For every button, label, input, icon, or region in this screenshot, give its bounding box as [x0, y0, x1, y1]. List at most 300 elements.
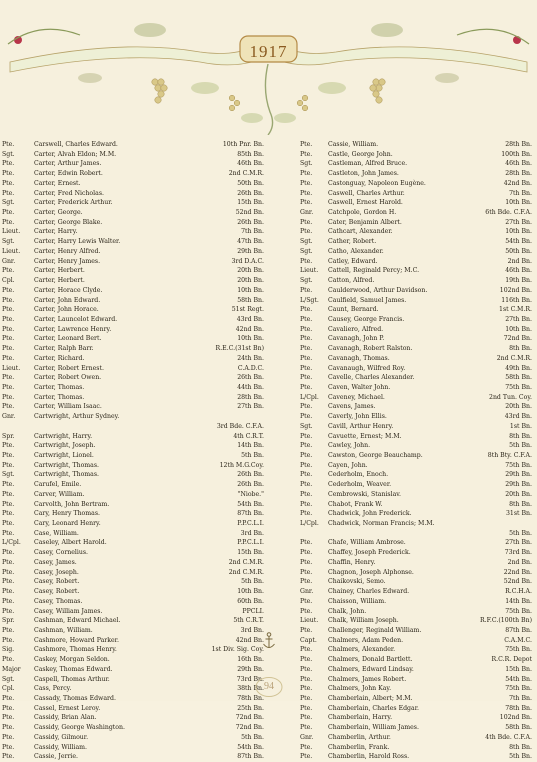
unit: 85th Bn. — [237, 150, 264, 158]
rank: Pte. — [300, 374, 313, 382]
roll-entry — [2, 461, 270, 471]
rank: Pte. — [300, 150, 313, 158]
roll-entry — [2, 393, 270, 403]
roll-entry — [2, 733, 270, 743]
roll-entry — [2, 675, 270, 685]
soldier-name: Catho, Alexander. — [328, 247, 384, 255]
rank: Lieut. — [300, 267, 319, 275]
rank: L/Sgt. — [300, 296, 319, 304]
page-number-emblem — [254, 676, 284, 698]
soldier-name: Carter, Henry Alfred. — [34, 247, 101, 255]
soldier-name: Casey, Robert. — [34, 578, 80, 586]
roll-entry — [300, 587, 536, 597]
roll-entry — [300, 373, 536, 383]
rank: Gnr. — [2, 413, 16, 421]
rank: Pte. — [300, 189, 313, 197]
rank: Pte. — [300, 199, 313, 207]
roll-entry — [2, 655, 270, 665]
unit: 100th Bn. — [501, 150, 532, 158]
rank: Pte. — [2, 743, 15, 751]
roll-entry — [300, 548, 536, 558]
soldier-name: Carter, Launcelot Edward. — [34, 315, 118, 323]
unit: 5th Bn. — [509, 442, 532, 450]
unit: 102nd Bn. — [499, 714, 532, 722]
soldier-name: Carter, Robert Ernest. — [34, 364, 104, 372]
rank: Pte. — [300, 170, 313, 178]
roll-entry — [2, 626, 270, 636]
roll-entry — [2, 266, 270, 276]
rank: Pte. — [300, 510, 313, 518]
rank: Pte. — [300, 179, 313, 187]
unit: 7th Bn. — [509, 189, 532, 197]
roll-entry — [2, 587, 270, 597]
soldier-name: Cassie, Jerrie. — [34, 753, 79, 761]
soldier-name: Cavanagh, Thomas. — [328, 354, 390, 362]
roll-entry — [2, 548, 270, 558]
rank: Pte. — [300, 549, 313, 557]
unit: 26th Bn. — [237, 481, 264, 489]
unit: 1st C.M.R. — [499, 306, 532, 314]
soldier-name: Chainey, Charles Edward. — [328, 588, 410, 596]
rank: Pte. — [2, 481, 15, 489]
soldier-name: Carter, Ralph Barr. — [34, 345, 94, 353]
unit: 42nd Bn. — [503, 179, 532, 187]
rank: Pte. — [2, 403, 15, 411]
unit: 26th Bn. — [237, 218, 264, 226]
rank: Pte. — [300, 558, 313, 566]
rank: Pte. — [2, 549, 15, 557]
roll-entry — [300, 626, 536, 636]
unit: 27th Bn. — [505, 315, 532, 323]
rank: Pte. — [300, 500, 313, 508]
rank: Pte. — [2, 578, 15, 586]
soldier-name: Casey, William James. — [34, 607, 103, 615]
roll-entry — [300, 655, 536, 665]
roll-entry — [300, 597, 536, 607]
roll-entry — [300, 315, 536, 325]
soldier-name: Chadwick, Norman Francis; M.M. — [328, 520, 435, 528]
rank: Pte. — [2, 325, 15, 333]
roll-entry — [2, 645, 270, 655]
unit: 20th Bn. — [505, 490, 532, 498]
soldier-name: Case, William. — [34, 529, 79, 537]
unit: 2nd Bn. — [507, 257, 532, 265]
roll-entry — [300, 509, 536, 519]
unit: 24th Bn. — [237, 354, 264, 362]
unit: "Niobe." — [237, 490, 264, 498]
roll-entry — [2, 616, 270, 626]
unit: 87th Bn. — [237, 510, 264, 518]
rank: Pte. — [2, 170, 15, 178]
unit: 10th Bn. — [237, 286, 264, 294]
roll-entry — [300, 752, 536, 762]
soldier-name: Carter, Horace Clyde. — [34, 286, 103, 294]
unit: 54th Bn. — [505, 675, 532, 683]
rank: Pte. — [2, 568, 15, 576]
soldier-name: Chalmers, Donald Bartlett. — [328, 656, 413, 664]
roll-entry — [300, 500, 536, 510]
rank: Pte. — [300, 413, 313, 421]
soldier-name: Cavanaugh, Wilfred Roy. — [328, 364, 406, 372]
soldier-name: Chamberlain, Harry. — [328, 714, 393, 722]
unit: 28th Bn. — [237, 393, 264, 401]
soldier-name: Cary, Leonard Henry. — [34, 520, 101, 528]
soldier-name: Carter, Ernest. — [34, 179, 81, 187]
roll-entry — [300, 490, 536, 500]
roll-entry — [2, 597, 270, 607]
soldier-name: Carter, William Isaac. — [34, 403, 102, 411]
unit: 5th C.R.T. — [233, 617, 264, 625]
unit: 29th Bn. — [237, 665, 264, 673]
unit: 52nd Bn. — [235, 209, 264, 217]
soldier-name: Castle, George John. — [328, 150, 393, 158]
roll-entry — [2, 325, 270, 335]
unit: 20th Bn. — [237, 277, 264, 285]
soldier-name: Carter, Thomas. — [34, 393, 85, 401]
roll-entry — [300, 334, 536, 344]
rank: Sgt. — [300, 238, 313, 246]
soldier-name: Catton, Alfred. — [328, 277, 375, 285]
rank: Pte. — [300, 325, 313, 333]
roll-entry — [2, 480, 270, 490]
rank: Pte. — [2, 558, 15, 566]
unit: 72nd Bn. — [235, 714, 264, 722]
roll-entry — [300, 558, 536, 568]
soldier-name: Cartwright, Joseph. — [34, 442, 96, 450]
roll-entry — [300, 208, 536, 218]
soldier-name: Carter, George. — [34, 209, 83, 217]
rank: Spr. — [2, 617, 15, 625]
soldier-name: Carter, Herbert. — [34, 277, 85, 285]
unit: 46th Bn. — [505, 160, 532, 168]
rank: Spr. — [2, 432, 15, 440]
unit: 3rd Bn. — [240, 626, 264, 634]
roll-entry — [300, 432, 536, 442]
unit: 38th Bn. — [237, 685, 264, 693]
roll-entry — [300, 723, 536, 733]
roll-entry — [2, 276, 270, 286]
rank: Pte. — [300, 724, 313, 732]
soldier-name: Cederholm, Weaver. — [328, 481, 392, 489]
roll-entry — [300, 179, 536, 189]
soldier-name: Caskey, Morgan Seldon. — [34, 656, 110, 664]
soldier-name: Chagnon, Joseph Alphonse. — [328, 568, 414, 576]
rank: Sgt. — [300, 277, 313, 285]
roll-entry — [2, 558, 270, 568]
soldier-name: Caulfield, Samuel James. — [328, 296, 407, 304]
rank: Cpl. — [2, 277, 15, 285]
roll-entry — [300, 257, 536, 267]
rank: Pte. — [300, 675, 313, 683]
unit: 7th Bn. — [509, 694, 532, 702]
soldier-name: Chalmers, John Kay. — [328, 685, 392, 693]
rank: Pte. — [300, 597, 313, 605]
rank: Pte. — [2, 315, 15, 323]
rank: Lieut. — [2, 247, 21, 255]
soldier-name: Chaffey, Joseph Frederick. — [328, 549, 411, 557]
roll-entry — [2, 509, 270, 519]
unit: 25th Bn. — [237, 704, 264, 712]
soldier-name: Carver, William. — [34, 490, 85, 498]
unit — [206, 412, 270, 422]
soldier-name: Chalmers, Edward Lindsay. — [328, 665, 414, 673]
rank: Pte. — [2, 452, 15, 459]
roll-entry — [2, 607, 270, 617]
unit: 58th Bn. — [505, 374, 532, 382]
soldier-name: Chamberlain, Albert; M.M. — [328, 694, 413, 702]
soldier-name: Cartwright, Arthur Sydney. — [34, 413, 120, 421]
unit: 8th Bn. — [509, 500, 532, 508]
unit: 49th Bn. — [505, 364, 532, 372]
rank: Pte. — [300, 665, 313, 673]
rank: Pte. — [2, 345, 15, 353]
roll-entry — [300, 266, 536, 276]
unit: 50th Bn. — [505, 247, 532, 255]
roll-entry — [2, 538, 270, 548]
rank: L/Cpl. — [2, 539, 21, 547]
soldier-name: Cashman, Edward Michael. — [34, 617, 121, 625]
unit: 10th Pnr. Bn. — [222, 141, 264, 148]
unit: R.F.C.(100th Bn) — [479, 617, 532, 625]
rank: Pte. — [2, 189, 15, 197]
rank: Pte. — [300, 364, 313, 372]
roll-entry — [2, 684, 270, 694]
unit: 28th Bn. — [505, 141, 532, 148]
unit: 1st Div. Sig. Coy. — [211, 646, 264, 654]
rank: Pte. — [2, 383, 15, 391]
unit: 44th Bn. — [237, 383, 264, 391]
unit: 10th Bn. — [505, 325, 532, 333]
unit: 20th Bn. — [237, 267, 264, 275]
roll-entry — [300, 470, 536, 480]
soldier-name: Castonguay, Napoleon Eugène. — [328, 179, 426, 187]
soldier-name: Chamberlin, Harold Ross. — [328, 753, 410, 761]
soldier-name: Cartwright, Thomas. — [34, 471, 100, 479]
soldier-name: Carter, Fred Nicholas. — [34, 189, 104, 197]
rank: Pte. — [2, 656, 15, 664]
unit: 2nd C.M.R. — [228, 170, 264, 178]
soldier-name: Cater, Benjamin Albert. — [328, 218, 402, 226]
soldier-name: Carvolth, John Bertram. — [34, 500, 110, 508]
soldier-name: Carter, Richard. — [34, 354, 85, 362]
unit: R.C.R. Depot — [491, 656, 532, 664]
roll-entry — [2, 344, 270, 354]
roll-entry — [300, 480, 536, 490]
roll-entry — [2, 752, 270, 762]
roll-entry — [300, 402, 536, 412]
soldier-name: Cather, Robert. — [328, 238, 377, 246]
rank: Pte. — [2, 636, 15, 644]
rank: Sgt. — [2, 199, 15, 207]
rank: Sgt. — [2, 238, 15, 246]
roll-entry — [2, 713, 270, 723]
roll-entry — [300, 159, 536, 169]
unit: 5th Bn. — [509, 529, 532, 537]
rank: Pte. — [2, 597, 15, 605]
roll-entry — [300, 344, 536, 354]
unit: 29th Bn. — [237, 247, 264, 255]
soldier-name: Caskey, Thomas Edward. — [34, 665, 113, 673]
rank: Pte. — [2, 335, 15, 343]
roll-entry — [300, 276, 536, 286]
rank: Pte. — [300, 141, 313, 148]
rank: Pte. — [2, 694, 15, 702]
rank: Pte. — [300, 286, 313, 294]
unit: 31st Bn. — [505, 510, 532, 518]
roll-entry — [2, 373, 270, 383]
roll-entry — [2, 383, 270, 393]
soldier-name: Cashmore, Howard Parker. — [34, 636, 119, 644]
rank: Pte. — [300, 626, 313, 634]
rank: Pte. — [2, 296, 15, 304]
rank: Pte. — [2, 510, 15, 518]
unit: 2nd Bn. — [507, 558, 532, 566]
soldier-name: Cavuette, Ernest; M.M. — [328, 432, 402, 440]
rank: Sgt. — [2, 471, 15, 479]
unit: 58th Bn. — [237, 296, 264, 304]
soldier-name: Cattell, Reginald Percy; M.C. — [328, 267, 420, 275]
unit: 87th Bn. — [237, 753, 264, 761]
rank: Pte. — [300, 694, 313, 702]
unit: 52nd Bn. — [503, 578, 532, 586]
roll-entry — [300, 675, 536, 685]
unit: C.A.M.C. — [504, 636, 532, 644]
rank: Gnr. — [2, 257, 16, 265]
soldier-name: Cederholm, Enoch. — [328, 471, 389, 479]
roll-entry — [2, 150, 270, 160]
unit: 43rd Bn. — [504, 413, 532, 421]
soldier-name: Carufel, Emile. — [34, 481, 82, 489]
roll-entry — [300, 607, 536, 617]
unit: 8th Bn. — [509, 743, 532, 751]
rank: Pte. — [2, 529, 15, 537]
soldier-name: Cassidy, William. — [34, 743, 88, 751]
unit: 7th Bn. — [241, 228, 264, 236]
unit: 8th Bty. C.F.A. — [487, 452, 532, 459]
rank: Pte. — [300, 452, 313, 459]
soldier-name: Chaffin, Henry. — [328, 558, 376, 566]
unit: 20th Bn. — [505, 403, 532, 411]
soldier-name: Cassady, Thomas Edward. — [34, 694, 116, 702]
unit: 75th Bn. — [505, 383, 532, 391]
soldier-name: Cayen, John. — [328, 461, 368, 469]
rank: Pte. — [2, 588, 15, 596]
rank: Pte. — [300, 461, 313, 469]
rank — [300, 529, 328, 539]
rank: L/Cpl. — [300, 520, 319, 528]
soldier-name: Chamberlin, Frank. — [328, 743, 390, 751]
unit: 12th M.G.Coy. — [219, 461, 264, 469]
soldier-name: Chabot, Frank W. — [328, 500, 383, 508]
soldier-name: Cavanagh, John P. — [328, 335, 385, 343]
soldier-name: Caulderwood, Arthur Davidson. — [328, 286, 428, 294]
rank: Gnr. — [300, 209, 314, 217]
unit: 75th Bn. — [505, 607, 532, 615]
rank: Pte. — [300, 354, 313, 362]
rank: Sgt. — [300, 247, 313, 255]
unit: 75th Bn. — [505, 646, 532, 654]
rank: Pte. — [300, 442, 313, 450]
roll-entry — [2, 665, 270, 675]
soldier-name: Caveney, Michael. — [328, 393, 385, 401]
rank: Pte. — [2, 354, 15, 362]
soldier-name: Chalk, William Joseph. — [328, 617, 399, 625]
unit: 26th Bn. — [237, 471, 264, 479]
unit: 14th Bn. — [505, 597, 532, 605]
roll-entry — [300, 286, 536, 296]
roll-entry — [300, 169, 536, 179]
rank: Sgt. — [2, 675, 15, 683]
roll-entry — [300, 713, 536, 723]
unit: 5th Bn. — [241, 578, 264, 586]
unit: 43rd Bn. — [236, 315, 264, 323]
roll-entry — [300, 568, 536, 578]
soldier-name: Cembrowski, Stanislav. — [328, 490, 401, 498]
unit: P.P.C.L.I. — [237, 520, 264, 528]
roll-entry — [2, 247, 270, 257]
rank — [2, 422, 34, 432]
unit: 47th Bn. — [237, 238, 264, 246]
unit: 73rd Bn. — [504, 549, 532, 557]
unit: 15th Bn. — [237, 549, 264, 557]
rank: Pte. — [2, 179, 15, 187]
soldier-name: Cashmore, Thomas Henry. — [34, 646, 117, 654]
roll-entry — [300, 684, 536, 694]
unit: 15th Bn. — [237, 199, 264, 207]
roll-entry — [300, 636, 536, 646]
rank: Pte. — [2, 500, 15, 508]
unit: 10th Bn. — [237, 588, 264, 596]
rank: Cpl. — [2, 685, 15, 693]
year-title: 1917 — [249, 42, 288, 61]
roll-entry — [2, 694, 270, 704]
rank: Pte. — [300, 714, 313, 722]
soldier-name: Carter, Thomas. — [34, 383, 85, 391]
roll-entry — [2, 529, 270, 539]
unit: 3rd Bde. C.F.A. — [216, 422, 264, 430]
unit: 3rd Bn. — [240, 529, 264, 537]
rank: Pte. — [2, 209, 15, 217]
roll-entry — [300, 538, 536, 548]
rank: Pte. — [2, 626, 15, 634]
soldier-name: Cassidy, Brian Alan. — [34, 714, 97, 722]
roll-entry — [2, 723, 270, 733]
roll-entry — [2, 198, 270, 208]
unit: 5th Bn. — [241, 452, 264, 459]
rank: Pte. — [2, 267, 15, 275]
roll-entry — [300, 354, 536, 364]
soldier-name: Chamberlin, Arthur. — [328, 733, 391, 741]
soldier-name: Carter, Herbert. — [34, 267, 85, 275]
rank: Pte. — [2, 733, 15, 741]
soldier-name: Cavens, James. — [328, 403, 376, 411]
anchor-icon — [262, 632, 276, 650]
soldier-name: Cavaliero, Alfred. — [328, 325, 384, 333]
soldier-name: Chaisson, William. — [328, 597, 387, 605]
unit: 14th Bn. — [237, 442, 264, 450]
unit: 51st Regt. — [231, 306, 264, 314]
soldier-name: Chaikovski, Semo. — [328, 578, 386, 586]
soldier-name: Carter, Edwin Robert. — [34, 170, 103, 178]
unit: 4th C.R.T. — [233, 432, 264, 440]
rank: Pte. — [2, 704, 15, 712]
soldier-name: Chalmers, Alexander. — [328, 646, 396, 654]
rank: Pte. — [2, 442, 15, 450]
unit — [476, 519, 536, 529]
unit: C.A.D.C. — [237, 364, 264, 372]
soldier-name: Catley, Edward. — [328, 257, 378, 265]
left-column — [2, 140, 270, 762]
